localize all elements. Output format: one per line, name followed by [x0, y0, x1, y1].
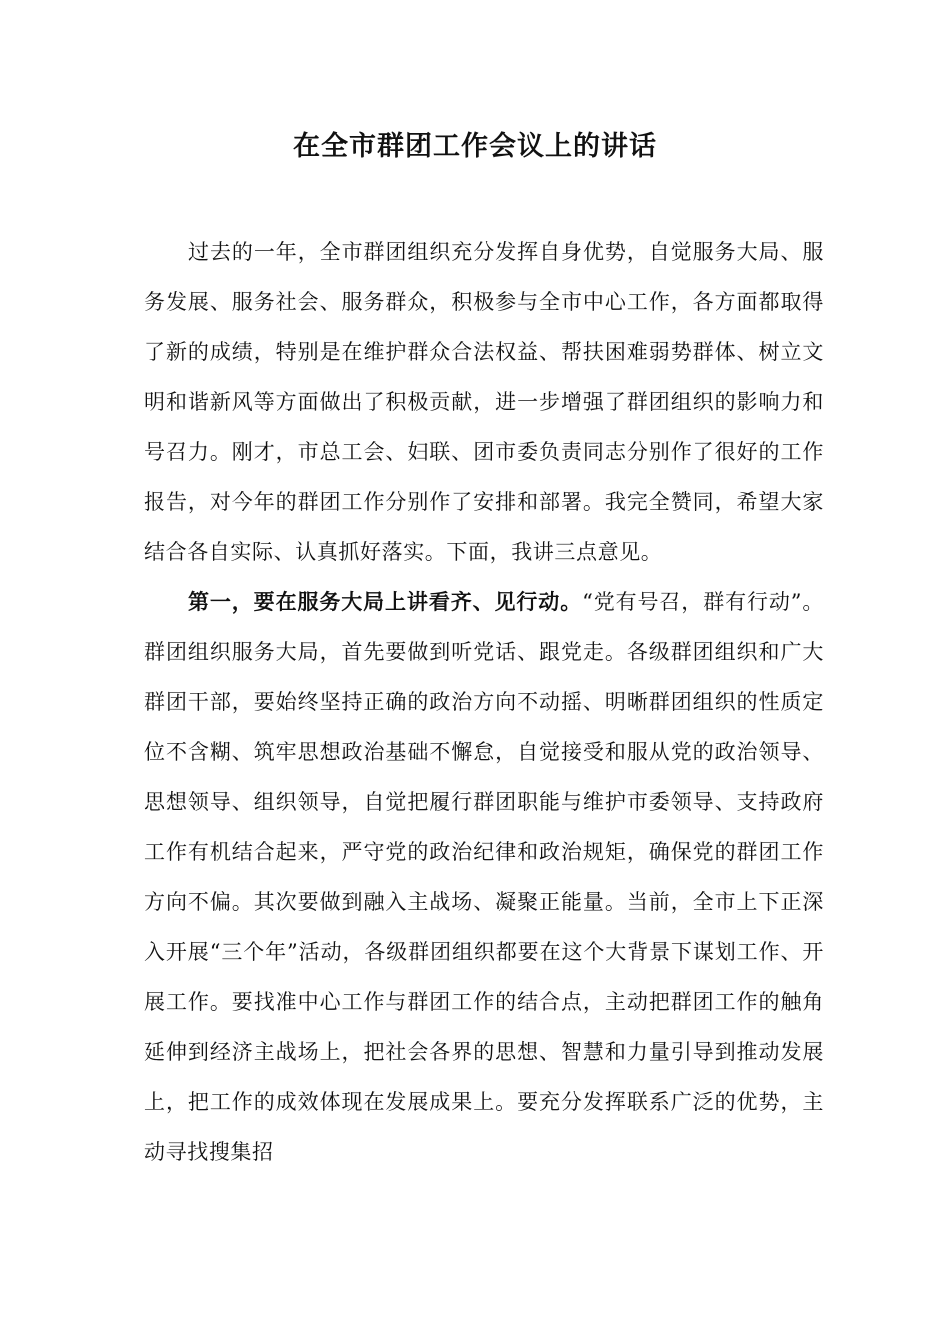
document-body	[144, 227, 824, 1177]
paragraph-1-text: 过去的一年，全市群团组织充分发挥自身优势，自觉服务大局、服务发展、服务社会、服务群众，积极参与全市中心工作，各方面都取得了新的成绩，特别是在维护群众合法权益、帮扶困难弱势群体、树立文明和谐新风等方面做出了积极贡献，进一步增强了群团组织的影响力和号召力。刚才，市总工会、妇联、团市委负责同志分别作了很好的工作报告，对今年的群团工作分别作了安排和部署。我完全赞同，希望大家结合各自实际、认真抓好落实。下面，我讲三点意见。	[144, 240, 824, 564]
paragraph-2	[144, 577, 824, 1177]
document-title: 在全市群团工作会议上的讲话	[293, 131, 657, 162]
paragraph-2-text: “党有号召，群有行动”。群团组织服务大局，首先要做到听党话、跟党走。各级群团组织和广大群团干部，要始终坚持正确的政治方向不动摇、明晰群团组织的性质定位不含糊、筑牢思想政治基础不懈怠，自觉接受和服从党的政治领导、思想领导、组织领导，自觉把履行群团职能与维护市委领导、支持政府工作有机结合起来，严守党的政治纪律和政治规矩，确保党的群团工作方向不偏。其次要做到融入主战场、凝聚正能量。当前，全市上下正深入开展“三个年”活动，各级群团组织都要在这个大背景下谋划工作、开展工作。要找准中心工作与群团工作的结合点，主动把群团工作的触角延伸到经济主战场上，把社会各界的思想、智慧和力量引导到推动发展上，把工作的成效体现在发展成果上。要充分发挥联系广泛的优势，主动寻找搜集招	[144, 590, 824, 1164]
paragraph-2-lead: 第一，要在服务大局上讲看齐、见行动。	[188, 590, 583, 614]
paragraph-1	[144, 227, 824, 577]
